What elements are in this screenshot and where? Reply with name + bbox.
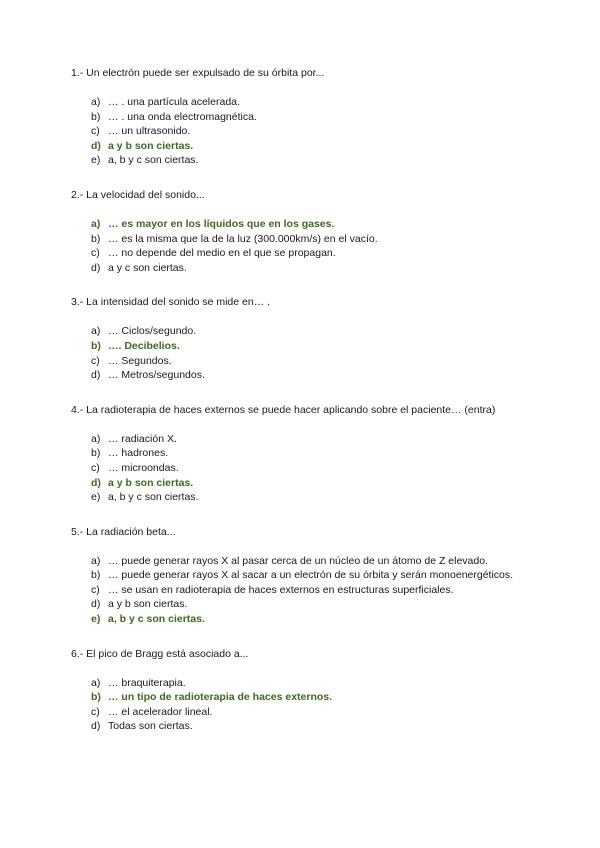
option-letter: c): [91, 705, 100, 718]
option-text: … Metros/segundos.: [108, 369, 205, 382]
option: [71, 232, 551, 247]
option-letter: b): [91, 447, 101, 460]
option: [71, 568, 551, 583]
option: [71, 432, 551, 447]
option-letter: b): [91, 569, 101, 582]
option-letter: c): [91, 125, 100, 138]
option-list: [71, 432, 551, 505]
option-text: a, b y c son ciertas.: [108, 491, 199, 504]
option-letter: c): [91, 354, 100, 367]
option-correct: [71, 339, 551, 354]
option-letter: b): [91, 110, 101, 123]
option-correct: [71, 690, 551, 705]
option-text: a, b y c son ciertas.: [108, 613, 205, 626]
question-title: 6.- El pico de Bragg está asociado a...: [71, 647, 249, 660]
option: [71, 368, 551, 383]
question-2: [71, 188, 551, 275]
option-letter: a): [91, 325, 101, 338]
option: [71, 324, 551, 339]
option-letter: b): [91, 232, 101, 245]
option-letter: a): [91, 217, 101, 230]
option-letter: d): [91, 139, 101, 152]
option-correct: [71, 612, 551, 627]
question-title: 1.- Un electrón puede ser expulsado de su órbita por...: [71, 67, 325, 79]
option: [71, 354, 551, 369]
option-letter: d): [91, 476, 101, 489]
option-list: [71, 95, 551, 168]
option-letter: c): [91, 247, 100, 260]
option: [71, 597, 551, 612]
option-text: … puede generar rayos X al pasar cerca de un núcleo de un átomo de Z elevado.: [108, 554, 488, 567]
option-text: … Segundos.: [108, 354, 172, 367]
option-letter: d): [91, 598, 101, 611]
option-text: … un tipo de radioterapia de haces externos.: [108, 691, 333, 704]
option-list: [71, 324, 551, 382]
option-text: … Ciclos/segundo.: [108, 325, 197, 338]
option-text: … un ultrasonido.: [108, 125, 191, 138]
question-3: [71, 295, 551, 382]
option-text: … . una onda electromagnética.: [108, 110, 257, 123]
option-text: … puede generar rayos X al sacar a un electrón de su órbita y serán monoenergéticos.: [108, 569, 514, 582]
option-text: … se usan en radioterapia de haces externos en estructuras superficiales.: [108, 583, 454, 596]
option-letter: d): [91, 261, 101, 274]
option: [71, 583, 551, 598]
option-text: … no depende del medio en el que se propagan.: [108, 247, 336, 260]
option-list: [71, 554, 551, 627]
question-title: 3.- La intensidad del sonido se mide en… .: [71, 296, 271, 309]
question-1: [71, 66, 551, 168]
option-correct: [71, 476, 551, 491]
option: [71, 110, 551, 125]
option-correct: [71, 217, 551, 232]
option-text: … es la misma que la de la luz (300.000km/s) en el vacío.: [108, 232, 378, 245]
option: [71, 676, 551, 691]
option-list: [71, 676, 551, 734]
option: [71, 461, 551, 476]
option-letter: c): [91, 461, 100, 474]
option-text: a y b son ciertas.: [108, 476, 194, 489]
option-text: … el acelerador lineal.: [108, 705, 213, 718]
option: [71, 261, 551, 276]
option: [71, 705, 551, 720]
option: [71, 719, 551, 734]
option: [71, 95, 551, 110]
option-letter: a): [91, 676, 101, 689]
option-letter: a): [91, 96, 101, 108]
option-text: … radiación X.: [108, 432, 177, 445]
option-text: … hadrones.: [108, 447, 169, 460]
option-text: a, b y c son ciertas.: [108, 154, 199, 167]
option-text: … es mayor en los líquidos que en los gases.: [108, 217, 335, 230]
option-text: Todas son ciertas.: [108, 720, 193, 733]
option-letter: e): [91, 613, 101, 626]
option: [71, 446, 551, 461]
quiz-page: [71, 66, 551, 754]
option-text: a y b son ciertas.: [108, 139, 194, 152]
option-letter: b): [91, 339, 101, 352]
option-text: … microondas.: [108, 461, 179, 474]
question-6: [71, 647, 551, 734]
question-4: [71, 403, 551, 505]
option-letter: d): [91, 369, 101, 382]
option: [71, 490, 551, 505]
option-text: … braquiterapia.: [108, 676, 186, 689]
option: [71, 246, 551, 261]
option-letter: b): [91, 691, 101, 704]
option: [71, 153, 551, 168]
option-text: …. Decibelios.: [108, 339, 180, 352]
question-title: 2.- La velocidad del sonido...: [71, 188, 205, 201]
option-letter: c): [91, 583, 100, 596]
option-text: a y c son ciertas.: [108, 261, 187, 274]
option-letter: a): [91, 432, 101, 445]
option-list: [71, 217, 551, 275]
option-text: a y b son ciertas.: [108, 598, 188, 611]
question-title: 4.- La radioterapia de haces externos se puede hacer aplicando sobre el paciente… (entra): [71, 403, 496, 416]
option-correct: [71, 139, 551, 154]
option-letter: e): [91, 491, 101, 504]
question-title: 5.- La radiación beta...: [71, 525, 176, 538]
option-text: … . una partícula acelerada.: [108, 96, 240, 108]
option: [71, 124, 551, 139]
option: [71, 554, 551, 569]
option-letter: a): [91, 554, 101, 567]
question-5: [71, 525, 551, 627]
option-letter: d): [91, 720, 101, 733]
option-letter: e): [91, 154, 101, 167]
